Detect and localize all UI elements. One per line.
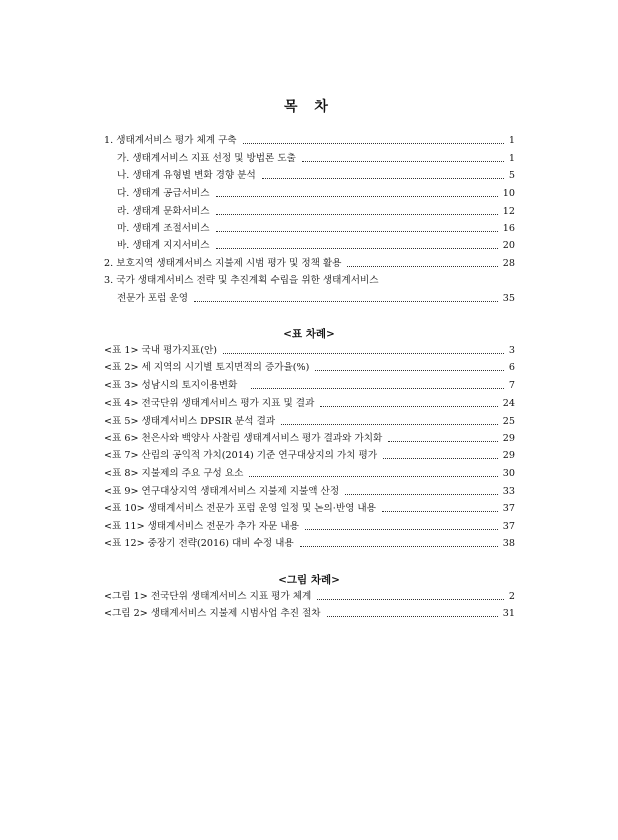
leader-dots: [345, 494, 498, 495]
table-entry-page: 7: [508, 380, 515, 391]
tables-section-title: <표 차례>: [283, 328, 335, 340]
figure-entry-label: <그림 2> 생태계서비스 지불제 시범사업 추진 절차: [104, 608, 321, 619]
toc-entry-label: 바. 생태계 지지서비스: [117, 240, 210, 251]
figure-entry[interactable]: [104, 608, 515, 620]
table-entry-label: <표 8> 지불제의 주요 구성 요소: [104, 468, 244, 479]
toc-entry[interactable]: [117, 206, 515, 218]
leader-dots: [347, 266, 497, 267]
leader-dots: [388, 441, 498, 442]
toc-entry-label: 마. 생태계 조절서비스: [117, 223, 210, 234]
leader-dots: [216, 248, 498, 249]
leader-dots: [383, 458, 498, 459]
toc-entry-page: 35: [502, 293, 515, 304]
toc-entry-page: 16: [502, 223, 515, 234]
table-entry[interactable]: [104, 450, 515, 462]
table-entry[interactable]: [104, 380, 515, 392]
table-entry[interactable]: [104, 486, 515, 498]
toc-entry[interactable]: [117, 170, 515, 182]
table-entry-label: <표 1> 국내 평가지표(안): [104, 345, 217, 356]
figure-entry[interactable]: [104, 591, 515, 603]
table-entry[interactable]: [104, 398, 515, 410]
table-entry[interactable]: [104, 345, 515, 357]
toc-entry-heading[interactable]: 3. 국가 생태계서비스 전략 및 추진계획 수립을 위한 생태계서비스: [104, 275, 379, 286]
table-entry[interactable]: [104, 416, 515, 428]
figures-section-title: <그림 차례>: [278, 574, 340, 586]
table-entry-page: 24: [502, 398, 515, 409]
leader-dots: [216, 231, 498, 232]
table-entry-page: 30: [502, 468, 515, 479]
table-entry-label: <표 2> 세 지역의 시기별 토지면적의 증가율(%): [104, 362, 310, 373]
toc-entry-label: 가. 생태계서비스 지표 선정 및 방법론 도출: [117, 153, 296, 164]
table-entry-label: <표 10> 생태계서비스 전문가 포럼 운영 일정 및 논의·반영 내용: [104, 503, 376, 514]
leader-dots: [243, 143, 504, 144]
table-entry-page: 38: [502, 538, 515, 549]
table-entry-page: 37: [502, 521, 515, 532]
toc-entry-label: 1. 생태계서비스 평가 체계 구축: [104, 135, 237, 146]
leader-dots: [305, 529, 498, 530]
leader-dots: [262, 178, 504, 179]
leader-dots: [317, 599, 504, 600]
table-entry-label: <표 4> 전국단위 생태계서비스 평가 지표 및 결과: [104, 398, 315, 409]
toc-entry-label: 라. 생태계 문화서비스: [117, 206, 210, 217]
table-entry-page: 6: [508, 362, 515, 373]
toc-entry-page: 1: [508, 135, 515, 146]
toc-entry[interactable]: [117, 240, 515, 252]
figure-entry-label: <그림 1> 전국단위 생태계서비스 지표 평가 체계: [104, 591, 312, 602]
table-entry-label: <표 9> 연구대상지역 생태계서비스 지불제 지불액 산정: [104, 486, 340, 497]
table-entry[interactable]: [104, 503, 515, 515]
table-entry[interactable]: [104, 433, 515, 445]
table-entry[interactable]: [104, 468, 515, 480]
toc-entry[interactable]: [117, 153, 515, 165]
toc-entry-page: 28: [502, 258, 515, 269]
toc-entry-page: 10: [502, 188, 515, 199]
table-entry-label: <표 12> 중장기 전략(2016) 대비 수정 내용: [104, 538, 294, 549]
leader-dots: [315, 370, 504, 371]
figure-entry-page: 2: [508, 591, 515, 602]
table-entry-label: <표 5> 생태계서비스 DPSIR 분석 결과: [104, 416, 276, 427]
toc-entry-label: 전문가 포럼 운영: [117, 293, 188, 304]
table-entry-page: 29: [502, 433, 515, 444]
table-entry[interactable]: [104, 362, 515, 374]
toc-entry-page: 1: [508, 153, 515, 164]
toc-entry-label: 2. 보호지역 생태계서비스 지불제 시범 평가 및 정책 활용: [104, 258, 342, 269]
toc-entry-page: 20: [502, 240, 515, 251]
table-entry-page: 29: [502, 450, 515, 461]
toc-entry-label: 다. 생태계 공급서비스: [117, 188, 210, 199]
toc-entry[interactable]: [117, 188, 515, 200]
leader-dots: [216, 214, 498, 215]
leader-dots: [281, 424, 498, 425]
leader-dots: [251, 388, 504, 389]
toc-entry-page: 12: [502, 206, 515, 217]
table-entry-page: 33: [502, 486, 515, 497]
toc-entry[interactable]: [117, 293, 515, 305]
leader-dots: [249, 476, 497, 477]
toc-entry[interactable]: [117, 223, 515, 235]
leader-dots: [216, 196, 498, 197]
table-entry-page: 25: [502, 416, 515, 427]
table-entry-page: 3: [508, 345, 515, 356]
page-title: 목 차: [284, 99, 334, 115]
leader-dots: [302, 161, 504, 162]
table-entry-label: <표 7> 산림의 공익적 가치(2014) 기준 연구대상지의 가치 평가: [104, 450, 378, 461]
table-entry-label: <표 3> 성남시의 토지이용변화: [104, 380, 238, 391]
table-entry[interactable]: [104, 538, 515, 550]
toc-entry[interactable]: [104, 135, 515, 147]
leader-dots: [320, 406, 497, 407]
table-entry[interactable]: [104, 521, 515, 533]
leader-dots: [300, 546, 498, 547]
leader-dots: [327, 616, 498, 617]
leader-dots: [194, 301, 498, 302]
table-entry-label: <표 6> 천은사와 백양사 사찰림 생태계서비스 평가 결과와 가치화: [104, 433, 383, 444]
toc-entry[interactable]: [104, 258, 515, 270]
leader-dots: [223, 353, 504, 354]
table-entry-label: <표 11> 생태계서비스 전문가 추가 자문 내용: [104, 521, 299, 532]
table-entry-page: 37: [502, 503, 515, 514]
toc-entry-page: 5: [508, 170, 515, 181]
leader-dots: [382, 511, 498, 512]
toc-entry-label: 나. 생태계 유형별 변화 경향 분석: [117, 170, 256, 181]
figure-entry-page: 31: [502, 608, 515, 619]
